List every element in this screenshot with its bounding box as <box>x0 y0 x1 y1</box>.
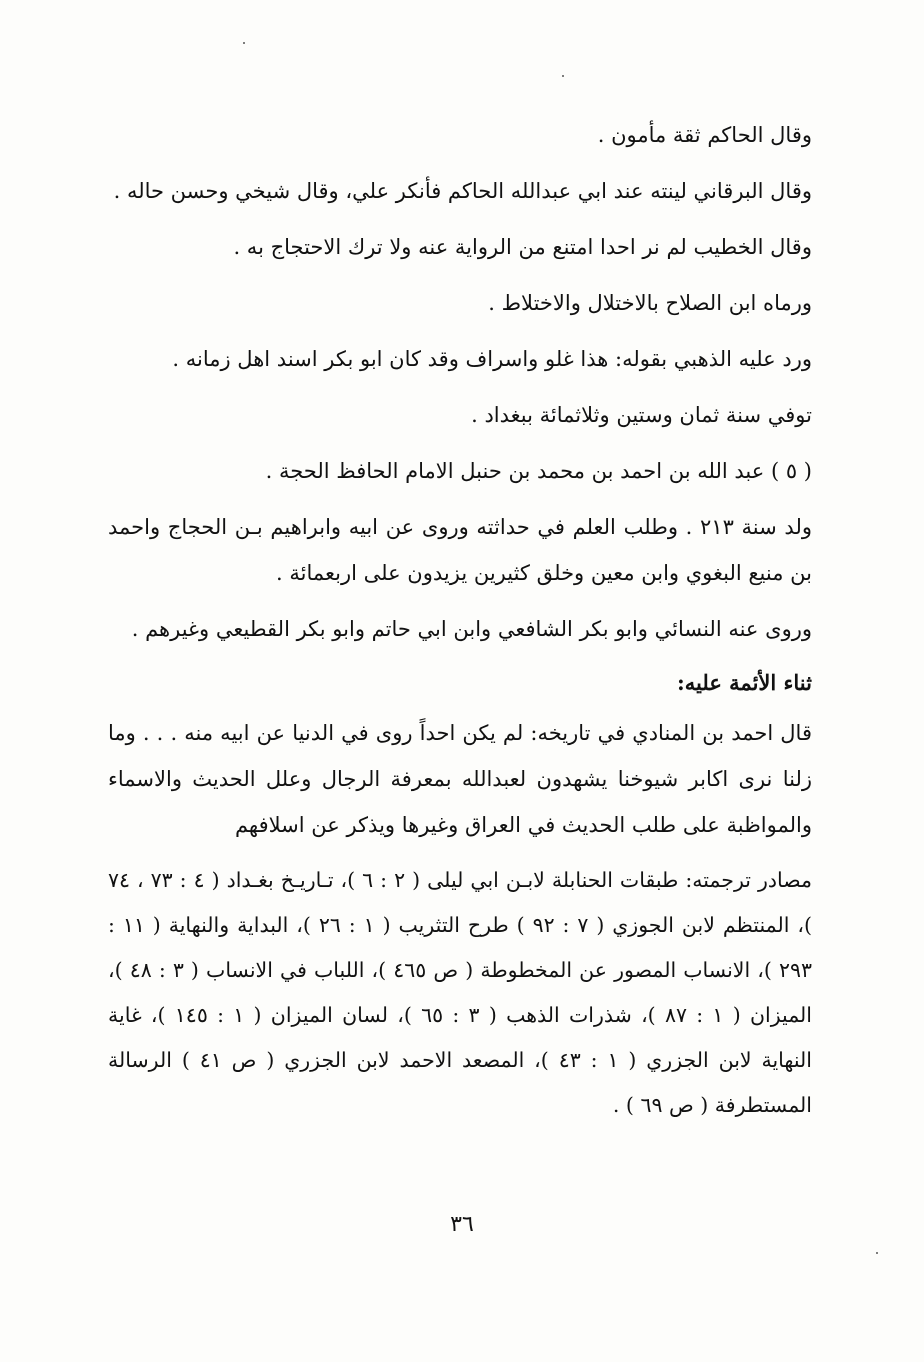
paragraph-birth: ولد سنة ٢١٣ . وطلب العلم في حداثته وروى عن ابيه وابراهيم بـن الحجاج واحمد بن منيع البغوي وابن معين وخلق كثيرين يزيدون على اربعمائة . <box>108 515 812 585</box>
paragraph-khatib: وقال الخطيب لم نر احدا امتنع من الرواية عنه ولا ترك الاحتجاج به . <box>233 235 812 259</box>
paragraph-death: توفي سنة ثمان وستين وثلاثمائة ببغداد . <box>471 403 812 427</box>
paragraph-hakim: وقال الحاكم ثقة مأمون . <box>597 123 812 147</box>
paragraph-praise: قال احمد بن المنادي في تاريخه: لم يكن احداً روى في الدنيا عن ابيه منه . . . وما زلنا نرى اكابر شيوخنا يشهدون لعبدالله بمعرفة الرجال وعلل الحديث والاسماء والمواظبة على طلب الحديث في العراق وغيرها ويذكر عن اسلافهم <box>108 721 812 837</box>
page-number: ٣٦ <box>450 1212 474 1237</box>
paragraph-narrators: وروى عنه النسائي وابو بكر الشافعي وابن ابي حاتم وابو بكر القطيعي وغيرهم . <box>131 617 812 641</box>
sources-paragraph: مصادر ترجمته: طبقات الحنابلة لابـن ابي ليلى ( ٢ : ٦ )، تـاريـخ بغـداد ( ٤ : ٧٣ ، ٧٤ )، المنتظم لابن الجوزي ( ٧ : ٩٢ ) طرح التثريب ( ١ : ٢٦ )، البداية والنهاية ( ١١ : ٢٩٣ )، الانساب المصور عن المخطوطة ( ص ٤٦٥ )، اللباب في الانساب ( ٣ : ٤٨ )، الميزان ( ١ : ٨٧ )، شذرات الذهب ( ٣ : ٦٥ )، لسان الميزان ( ١ : ١٤٥ )، غاية النهاية لابن الجزري ( ١ : ٤٣ )، المصعد الاحمد لابن الجزري ( ص ٤١ ) الرسالة المستطرفة ( ص ٦٩ ) . <box>108 868 813 1117</box>
section-heading: ثناء الأئمة عليه: <box>677 670 812 695</box>
paragraph-barqani: وقال البرقاني لينته عند ابي عبدالله الحاكم فأنكر علي، وقال شيخي وحسن حاله . <box>113 179 812 203</box>
paragraph-dhahabi: ورد عليه الذهبي بقوله: هذا غلو واسراف وقد كان ابو بكر اسند اهل زمانه . <box>172 347 812 371</box>
entry-title: ( ٥ ) عبد الله بن احمد بن محمد بن حنبل الامام الحافظ الحجة . <box>265 459 812 483</box>
scan-speck <box>876 1252 878 1254</box>
paragraph-ibn-salah: ورماه ابن الصلاح بالاختلال والاختلاط . <box>488 291 812 315</box>
scan-speck <box>562 75 564 77</box>
scan-speck <box>243 42 245 44</box>
main-text <box>108 112 812 1138</box>
